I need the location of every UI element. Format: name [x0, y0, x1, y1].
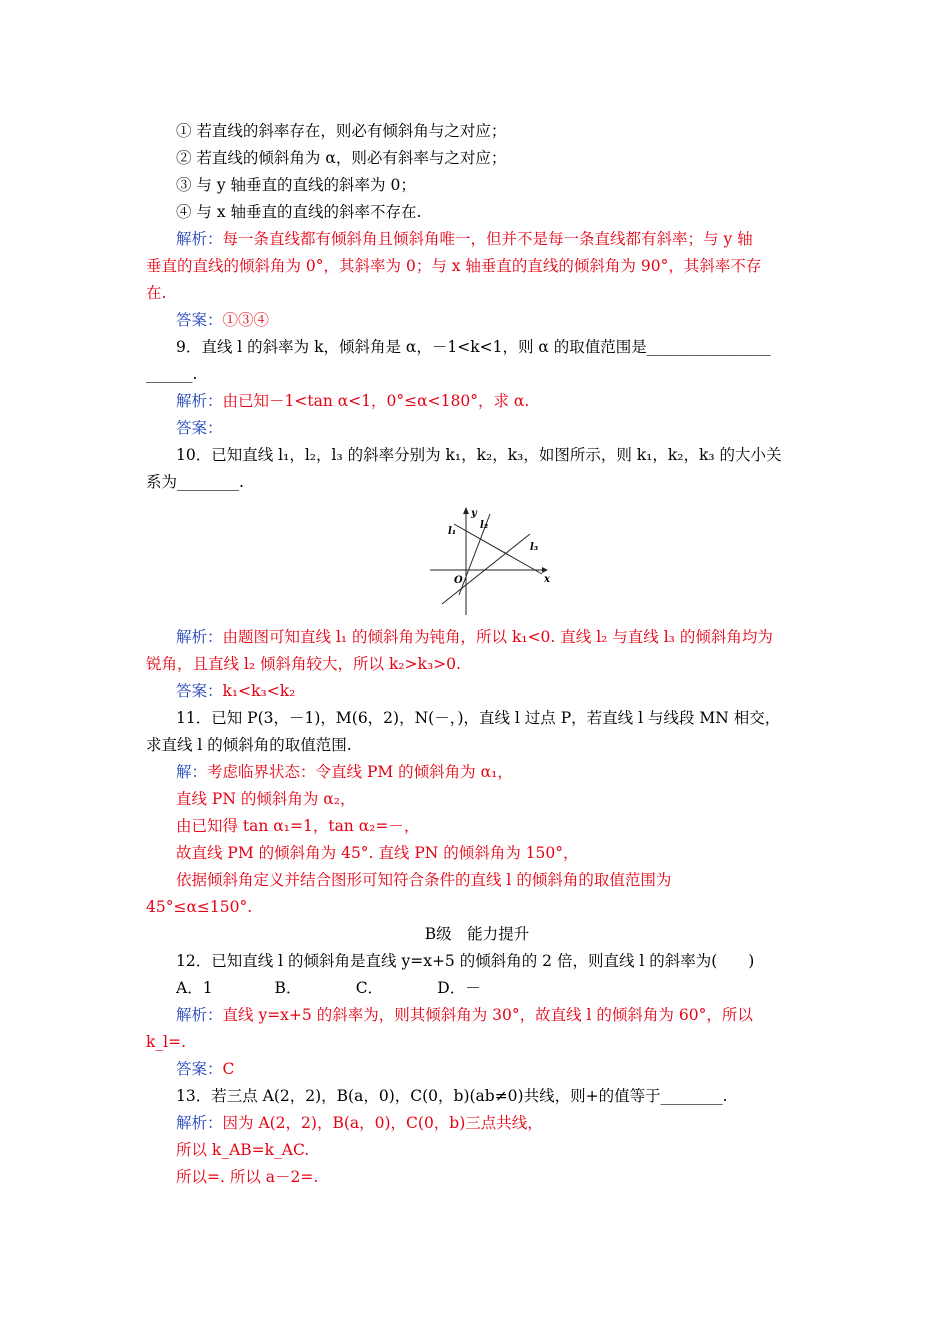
analysis-13-line-2: 所以 k_AB=k_AC.: [176, 1141, 310, 1159]
answer-12: [146, 1056, 808, 1083]
document-page: [146, 118, 808, 1191]
line-l1: [454, 524, 542, 574]
statement-4: ④ 与 x 轴垂直的直线的斜率不存在.: [176, 203, 422, 221]
statement-2: ② 若直线的倾斜角为 α，则必有斜率与之对应；: [176, 149, 507, 167]
analysis-text: 由题图可知直线 l₁ 的倾斜角为钝角，所以 k₁<0. 直线 l₂ 与直线 l₃ 的倾斜角均为: [222, 628, 773, 646]
question-12: 12．已知直线 l 的倾斜角是直线 y=x+5 的倾斜角的 2 倍，则直线 l 的斜率为( ): [176, 952, 755, 970]
statement-3: ③ 与 y 轴垂直的直线的斜率为 0；: [176, 176, 416, 194]
analysis-9: [146, 388, 808, 415]
analysis-13-line-3: 所以=. 所以 a－2=.: [176, 1168, 319, 1186]
question-12-options: A．1 B． C． D．－: [176, 979, 481, 997]
analysis-10-line-1: [146, 624, 808, 651]
y-axis-arrow: [463, 507, 469, 514]
answer-label: 答案：: [176, 1060, 223, 1078]
slope-figure: [146, 496, 808, 624]
analysis-12-line-2: k_l=.: [146, 1033, 187, 1051]
question-9-line-2: ______.: [146, 365, 198, 383]
analysis-13-line-1: [146, 1110, 808, 1137]
analysis-label: 解析：: [176, 392, 223, 410]
answer-10: [146, 678, 808, 705]
analysis-label: 解析：: [176, 1114, 223, 1132]
answer-label: 答案：: [176, 419, 223, 437]
l3-label: l₃: [530, 542, 539, 553]
answer-9: [146, 415, 808, 442]
solution-11-line-4: 故直线 PM 的倾斜角为 45°. 直线 PN 的倾斜角为 150°，: [176, 844, 579, 862]
answer-text: k₁<k₃<k₂: [222, 682, 296, 700]
analysis-text: 每一条直线都有倾斜角且倾斜角唯一，但并不是每一条直线都有斜率；与 y 轴: [222, 230, 753, 248]
l1-label: l₁: [448, 526, 457, 537]
question-13: 13．若三点 A(2，2)，B(a，0)，C(0，b)(ab≠0)共线，则+的值等于________.: [176, 1087, 728, 1105]
origin-label: O: [454, 575, 463, 586]
answer-label: 答案：: [176, 311, 223, 329]
analysis-text: 直线 y=x+5 的斜率为，则其倾斜角为 30°，故直线 l 的倾斜角为 60°，所以: [222, 1006, 753, 1024]
analysis-8-line-1: [146, 226, 808, 253]
answer-8: [146, 307, 808, 334]
analysis-text: 因为 A(2，2)，B(a，0)，C(0，b)三点共线，: [222, 1114, 543, 1132]
x-axis-label: x: [544, 574, 550, 585]
solution-11-line-5: 依据倾斜角定义并结合图形可知符合条件的直线 l 的倾斜角的取值范围为: [176, 871, 672, 889]
lines-diagram: [426, 500, 556, 618]
answer-text: C: [222, 1060, 235, 1078]
question-10-line-2: 系为________.: [146, 473, 244, 491]
solution-label: 解：: [176, 763, 208, 781]
line-l3: [442, 534, 530, 604]
answer-label: 答案：: [176, 682, 223, 700]
solution-11-line-2: 直线 PN 的倾斜角为 α₂，: [176, 790, 356, 808]
question-9-line-1: 9．直线 l 的斜率为 k，倾斜角是 α，－1<k<1，则 α 的取值范围是________________: [176, 338, 771, 356]
section-heading: B级 能力提升: [424, 925, 530, 943]
question-11-line-2: 求直线 l 的倾斜角的取值范围.: [146, 736, 352, 754]
analysis-label: 解析：: [176, 1006, 223, 1024]
solution-text: 考虑临界状态：令直线 PM 的倾斜角为 α₁，: [207, 763, 513, 781]
analysis-label: 解析：: [176, 628, 223, 646]
analysis-8-line-2: 垂直的直线的倾斜角为 0°，其斜率为 0；与 x 轴垂直的直线的倾斜角为 90°，其斜率不存: [146, 257, 762, 275]
answer-text: ①③④: [222, 311, 270, 329]
analysis-12-line-1: [146, 1002, 808, 1029]
analysis-text: 由已知－1<tan α<1，0°≤α<180°，求 α.: [222, 392, 530, 410]
x-axis-arrow: [542, 567, 548, 573]
solution-11-line-1: [146, 759, 808, 786]
analysis-10-line-2: 锐角，且直线 l₂ 倾斜角较大，所以 k₂>k₃>0.: [146, 655, 461, 673]
solution-11-line-3: 由已知得 tan α₁=1，tan α₂=－，: [176, 817, 420, 835]
l2-label: l₂: [480, 520, 489, 531]
question-10-line-1: 10．已知直线 l₁，l₂，l₃ 的斜率分别为 k₁，k₂，k₃，如图所示，则 k₁，k₂，k₃ 的大小关: [176, 446, 782, 464]
y-axis-label: y: [471, 508, 477, 519]
analysis-label: 解析：: [176, 230, 223, 248]
analysis-8-line-3: 在.: [146, 284, 167, 302]
statement-1: ① 若直线的斜率存在，则必有倾斜角与之对应；: [176, 122, 507, 140]
solution-11-line-6: 45°≤α≤150°.: [146, 898, 253, 916]
question-11-line-1: 11．已知 P(3，－1)，M(6，2)，N(－，)，直线 l 过点 P，若直线 l 与线段 MN 相交，: [176, 709, 781, 727]
